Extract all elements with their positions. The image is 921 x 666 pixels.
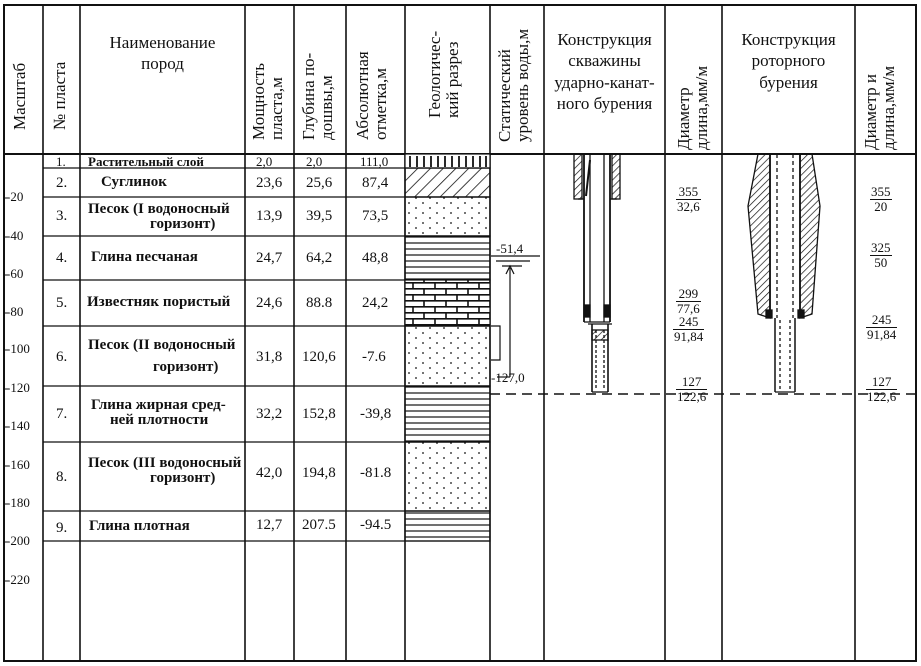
layer-depth: 25,6 — [306, 175, 333, 191]
layer-thickness: 24,7 — [256, 250, 283, 266]
layer-depth: 88.8 — [306, 295, 333, 311]
layer-name: Известняк пористый — [87, 294, 231, 310]
header-thickness: Мощность пласта,м — [249, 62, 286, 140]
layer-name: Глина плотная — [89, 518, 190, 534]
layer-name: Песок (III водоносный — [88, 455, 242, 471]
layer-name: Глина жирная сред- — [91, 397, 226, 413]
water-level-bottom: -127,0 — [491, 370, 525, 385]
layer-mark: -7.6 — [362, 349, 386, 365]
layer-depth: 194,8 — [302, 465, 336, 481]
header-scale: Масштаб — [10, 62, 29, 130]
percussion-diameter: $\frac{299}{77,6}$ — [677, 286, 700, 316]
scale-label: -220 — [6, 572, 30, 587]
header-rock-name: Наименование пород — [109, 33, 216, 74]
layer-depth: 120,6 — [302, 349, 336, 365]
layer-name: горизонт) — [150, 216, 216, 232]
water-level-marker — [491, 256, 540, 377]
scale-label: -100 — [6, 341, 30, 356]
layer-mark: -81.8 — [360, 465, 392, 481]
geological-section — [405, 154, 490, 541]
header-layer-no: № пласта — [50, 61, 69, 130]
layer-name: Песок (I водоносный — [88, 201, 230, 217]
layer-depth: 152,8 — [302, 406, 336, 422]
layer-depth: 64,2 — [306, 250, 333, 266]
layer-mark: 48,8 — [362, 250, 389, 266]
scale-label: -160 — [6, 457, 30, 472]
header-water-level: Статический уровень воды,м — [495, 28, 532, 142]
geo-layer-sandy-clay — [405, 236, 490, 280]
rotary-diameter: $\frac{355}{20}$ — [871, 184, 891, 214]
layer-mark: -39,8 — [360, 406, 392, 422]
header-depth: Глубина по- дошвы,м — [299, 52, 336, 140]
scale-label: -40 — [6, 228, 24, 243]
layer-name: горизонт) — [153, 359, 219, 375]
layer-no: 1. — [56, 154, 66, 169]
header-abs-mark: Абсолютная отметка,м — [353, 51, 390, 140]
geo-layer-sand-3 — [405, 442, 490, 511]
percussion-well-drawing — [574, 154, 620, 392]
layer-name: Суглинок — [101, 174, 167, 190]
geo-layer-sand-1 — [405, 197, 490, 236]
geo-layer-sand-2 — [405, 326, 490, 386]
layer-no: 7. — [56, 406, 68, 422]
layer-depth: 207.5 — [302, 517, 336, 533]
layer-name: ней плотности — [110, 412, 209, 428]
layer-no: 4. — [56, 250, 68, 266]
geo-layer-limestone — [405, 280, 490, 326]
layer-thickness: 12,7 — [256, 517, 283, 533]
rotary-diameter: $\frac{245}{91,84}$ — [867, 312, 897, 342]
scale-label: -200 — [6, 533, 30, 548]
layer-no: 3. — [56, 208, 68, 224]
header-diameter-2: Диаметр и длина,мм/м — [861, 65, 898, 150]
percussion-diameter: $\frac{245}{91,84}$ — [674, 314, 704, 344]
scale-label: -140 — [6, 418, 30, 433]
layer-thickness: 2,0 — [256, 154, 273, 169]
water-level-top: -51,4 — [496, 241, 524, 256]
scale-label: -120 — [6, 380, 30, 395]
percussion-diameter: $\frac{355}{32,6}$ — [677, 184, 700, 214]
layer-thickness: 24,6 — [256, 295, 283, 311]
header-diameter-1: Диаметр длина,мм/м — [674, 65, 711, 150]
layer-no: 2. — [56, 175, 68, 191]
layer-no: 6. — [56, 349, 68, 365]
geo-layer-dense-clay — [405, 511, 490, 541]
layer-mark: 73,5 — [362, 208, 389, 224]
layer-name: Глина песчаная — [91, 249, 198, 265]
layer-name: горизонт) — [150, 470, 216, 486]
layer-no: 8. — [56, 469, 68, 485]
layer-mark: -94.5 — [360, 517, 392, 533]
layer-thickness: 23,6 — [256, 175, 283, 191]
layer-depth: 39,5 — [306, 208, 333, 224]
scale-label: -20 — [6, 189, 24, 204]
layer-mark: 87,4 — [362, 175, 389, 191]
rotary-diameter: $\frac{325}{50}$ — [871, 240, 891, 270]
rotary-diameter: $\frac{127}{122,6}$ — [867, 374, 897, 404]
layer-no: 9. — [56, 520, 68, 536]
layer-thickness: 31,8 — [256, 349, 283, 365]
layer-name: Песок (II водоносный — [88, 337, 236, 353]
layer-thickness: 13,9 — [256, 208, 283, 224]
layer-mark: 24,2 — [362, 295, 389, 311]
header-rotary: Конструкция роторного бурения — [741, 30, 836, 92]
scale-label: -60 — [6, 266, 24, 281]
geo-layer-loam — [405, 168, 490, 197]
layer-thickness: 42,0 — [256, 465, 283, 481]
percussion-diameter: $\frac{127}{122,6}$ — [677, 374, 707, 404]
layer-name: Растительный слой — [88, 154, 204, 169]
layer-depth: 2,0 — [306, 154, 323, 169]
scale-label: -180 — [6, 495, 30, 510]
geo-layer-fat-clay — [405, 386, 490, 442]
layer-thickness: 32,2 — [256, 406, 283, 422]
header-geo-section: Геологичес- кий разрез — [425, 30, 462, 118]
scale-label: -80 — [6, 304, 24, 319]
header-percussion: Конструкция скважины ударно-канат- ного бурения — [554, 30, 655, 113]
layer-mark: 111,0 — [360, 154, 389, 169]
layer-no: 5. — [56, 295, 68, 311]
rotary-well-drawing — [748, 154, 820, 392]
